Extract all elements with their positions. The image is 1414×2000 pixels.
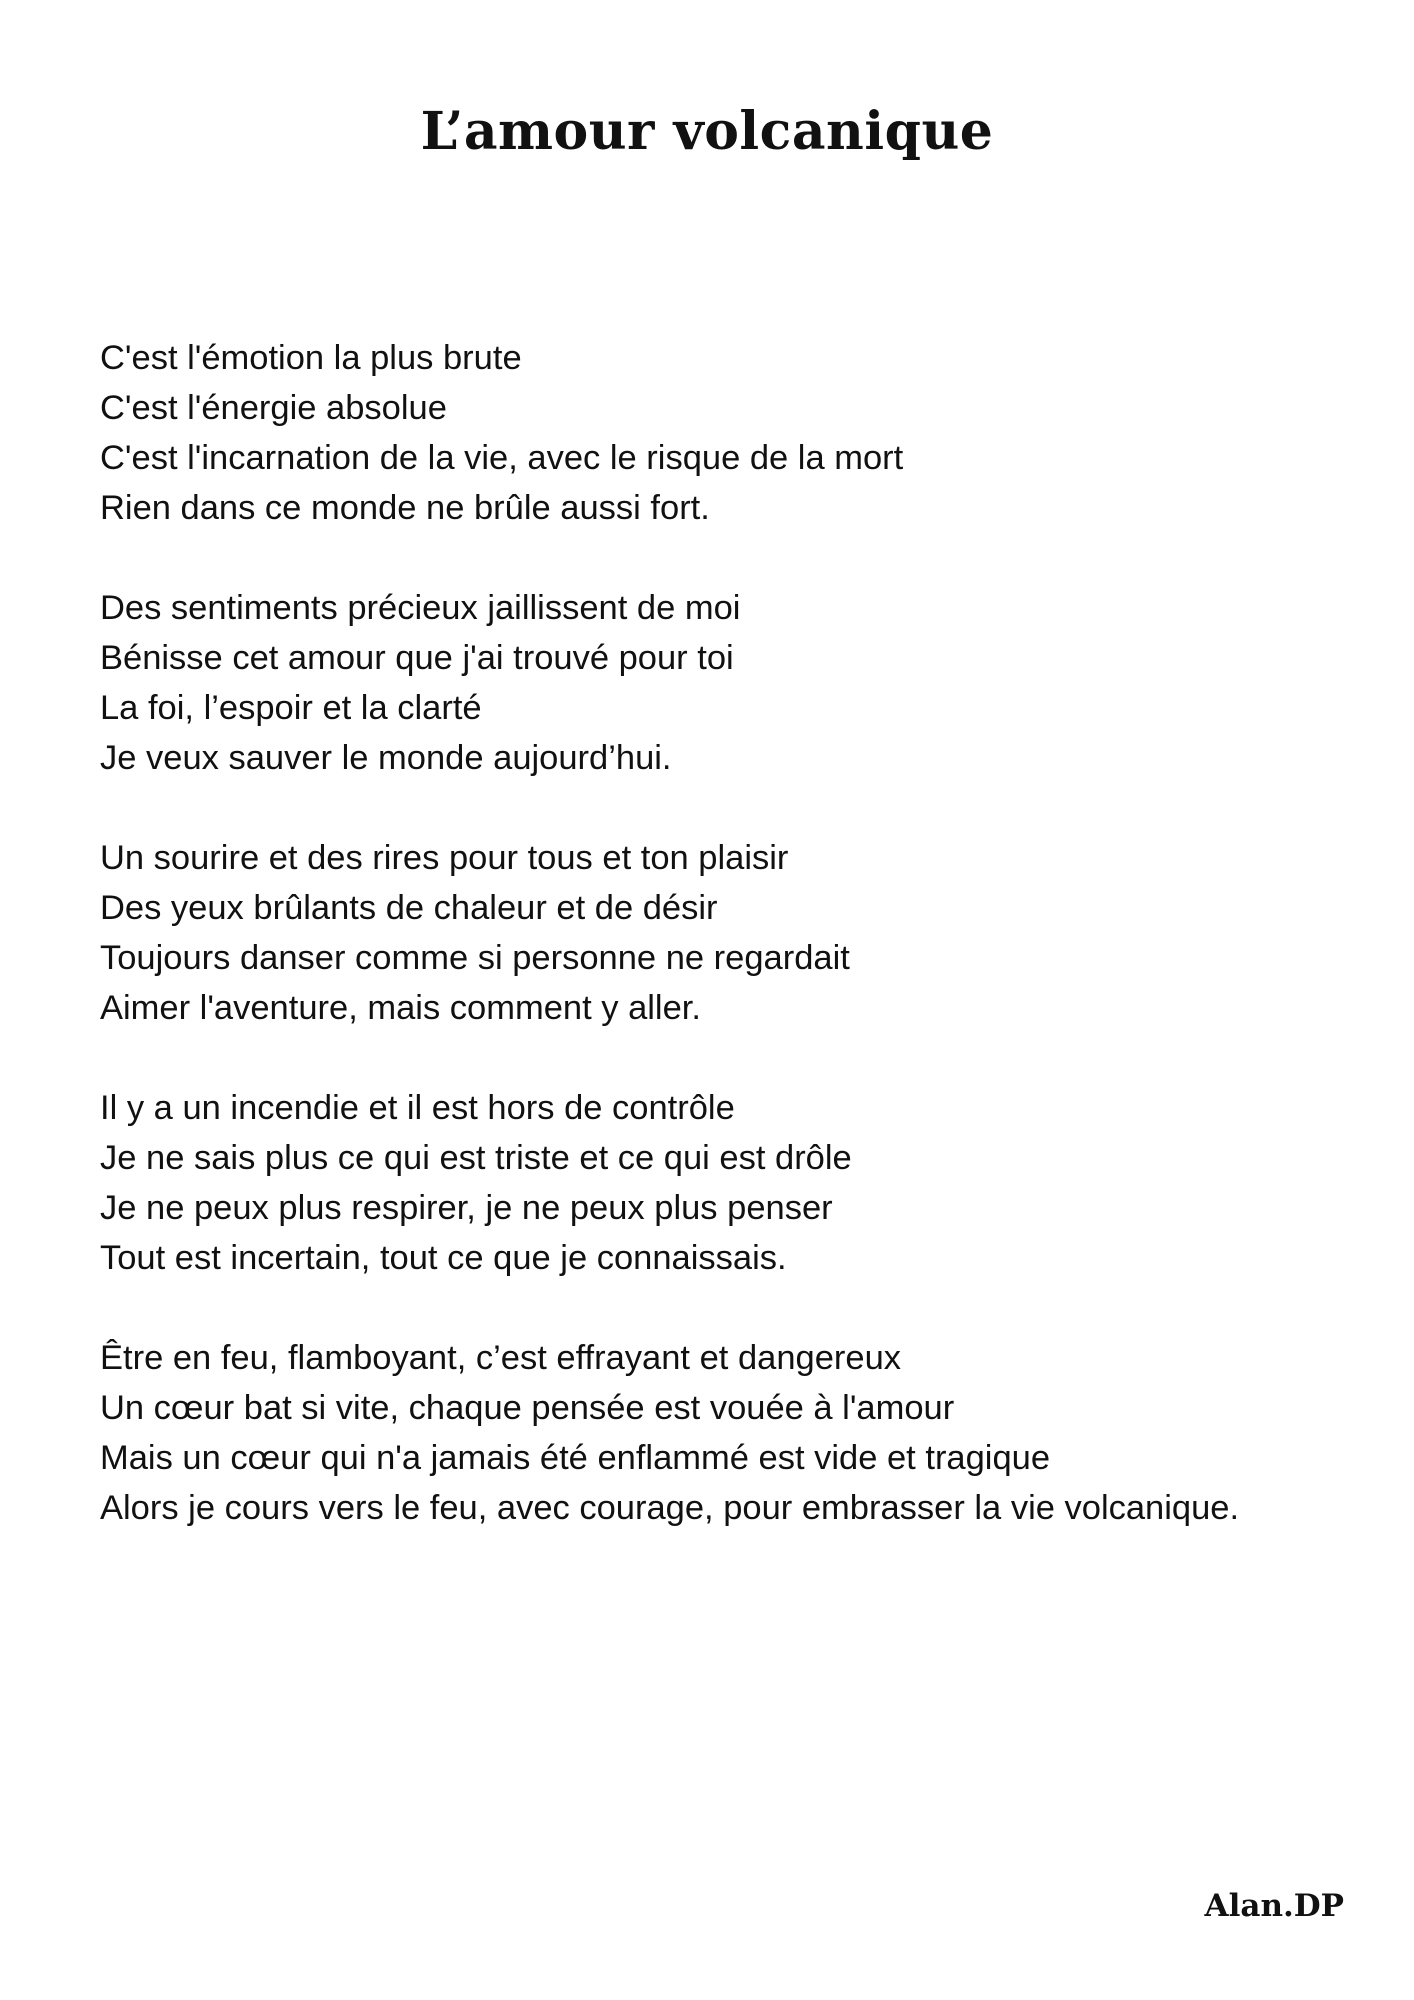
stanza-2 — [100, 583, 1380, 783]
stanza-4 — [100, 1083, 1380, 1283]
stanza-3 — [100, 833, 1380, 1033]
poem-line: C'est l'énergie absolue — [100, 389, 447, 427]
poem-line: Il y a un incendie et il est hors de contrôle — [100, 1089, 735, 1127]
author-signature: Alan.DP — [1204, 1888, 1344, 1924]
poem-body — [100, 333, 1380, 1583]
poem-line: Toujours danser comme si personne ne regardait — [100, 939, 850, 977]
poem-line: Je ne peux plus respirer, je ne peux plus penser — [100, 1189, 833, 1227]
poem-line: Des yeux brûlants de chaleur et de désir — [100, 889, 718, 927]
poem-line: Des sentiments précieux jaillissent de moi — [100, 589, 741, 627]
poem-line: Être en feu, flamboyant, c’est effrayant et dangereux — [100, 1339, 902, 1377]
poem-line: Un sourire et des rires pour tous et ton plaisir — [100, 839, 789, 877]
poem-line: Je veux sauver le monde aujourd’hui. — [100, 739, 672, 777]
poem-title: L’amour volcanique — [420, 101, 994, 162]
poem-line: Tout est incertain, tout ce que je connaissais. — [100, 1239, 787, 1277]
poem-line: Alors je cours vers le feu, avec courage, pour embrasser la vie volcanique. — [100, 1489, 1240, 1527]
poem-line: La foi, l’espoir et la clarté — [100, 689, 482, 727]
poem-line: Aimer l'aventure, mais comment y aller. — [100, 989, 701, 1027]
poem-line: Mais un cœur qui n'a jamais été enflammé est vide et tragique — [100, 1439, 1051, 1477]
poem-line: C'est l'émotion la plus brute — [100, 339, 522, 377]
poem-line: Je ne sais plus ce qui est triste et ce qui est drôle — [100, 1139, 852, 1177]
stanza-1 — [100, 333, 1380, 533]
poem-line: C'est l'incarnation de la vie, avec le risque de la mort — [100, 439, 904, 477]
poem-line: Bénisse cet amour que j'ai trouvé pour toi — [100, 639, 734, 677]
poem-line: Un cœur bat si vite, chaque pensée est vouée à l'amour — [100, 1389, 955, 1427]
stanza-5 — [100, 1333, 1380, 1533]
poem-line: Rien dans ce monde ne brûle aussi fort. — [100, 489, 710, 527]
